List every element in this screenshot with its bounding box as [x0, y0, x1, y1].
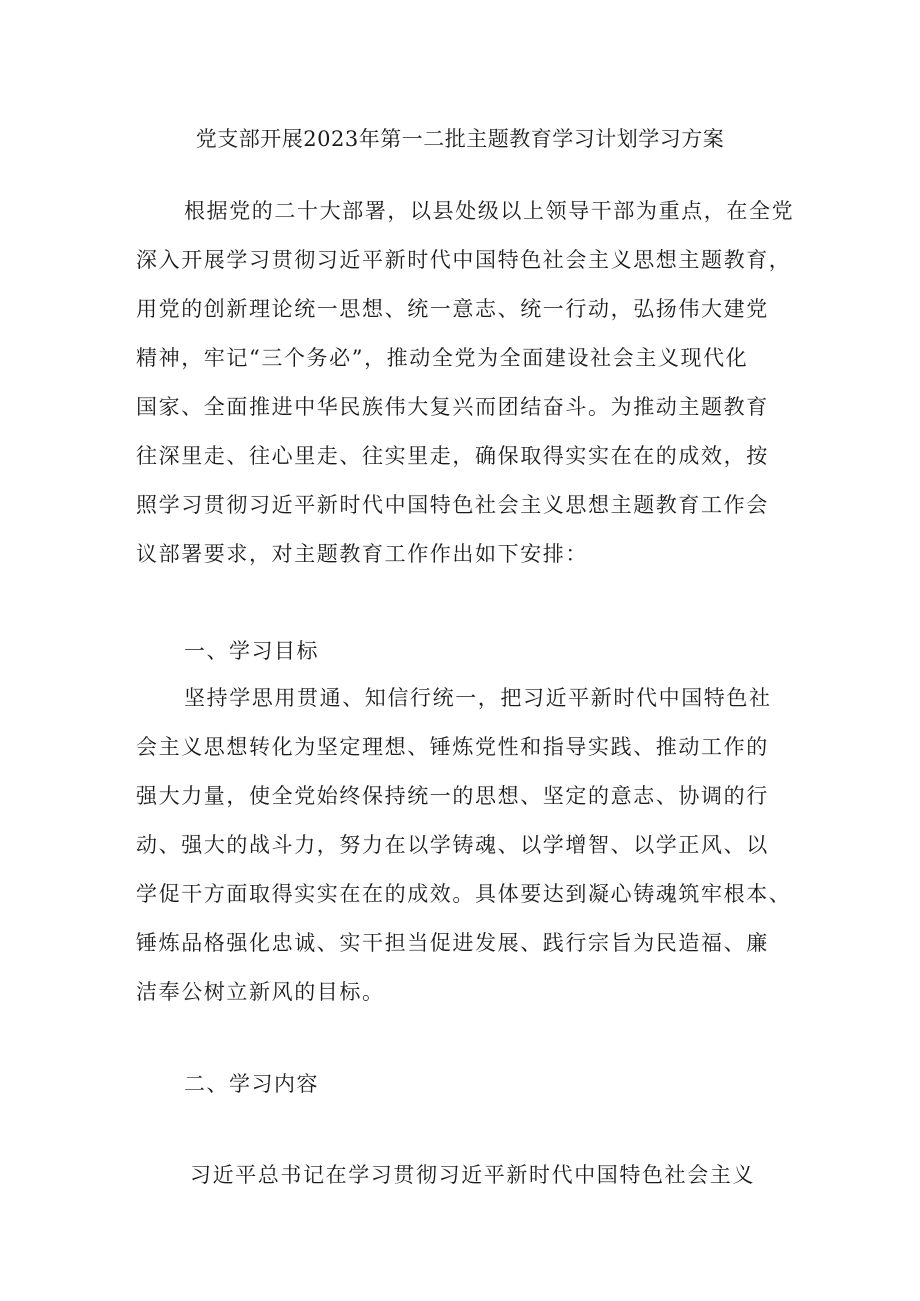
- paragraph-line: 议部署要求，对主题教育工作作出如下安排：: [136, 542, 588, 566]
- paragraph-line: 根据党的二十大部署，以县处级以上领导干部为重点，在全党: [184, 199, 795, 223]
- section-heading-goals: 一、学习目标: [184, 639, 319, 663]
- paragraph-line: 洁奉公树立新风的目标。: [136, 980, 385, 1004]
- paragraph-line: 动、强大的战斗力，努力在以学铸魂、以学增智、以学正风、以: [136, 833, 769, 857]
- paragraph-line: 用党的创新理论统一思想、统一意志、统一行动，弘扬伟大建党: [136, 297, 769, 321]
- section-heading-content: 二、学习内容: [184, 1072, 319, 1096]
- paragraph-line: 习近平总书记在学习贯彻习近平新时代中国特色社会主义: [190, 1163, 755, 1187]
- paragraph-line: 往深里走、往心里走、往实里走，确保取得实实在在的成效，按: [136, 444, 769, 468]
- paragraph-line: 学促干方面取得实实在在的成效。具体要达到凝心铸魂筑牢根本、: [136, 882, 792, 906]
- paragraph-line: 照学习贯彻习近平新时代中国特色社会主义思想主题教育工作会: [136, 493, 769, 517]
- paragraph-line: 国家、全面推进中华民族伟大复兴而团结奋斗。为推动主题教育: [136, 395, 769, 419]
- paragraph-line: 深入开展学习贯彻习近平新时代中国特色社会主义思想主题教育，: [136, 248, 792, 272]
- paragraph-line: 会主义思想转化为坚定理想、锤炼党性和指导实践、推动工作的: [136, 735, 769, 759]
- paragraph-line: 坚持学思用贯通、知信行统一，把习近平新时代中国特色社: [184, 686, 772, 710]
- paragraph-line: 锤炼品格强化忠诚、实干担当促进发展、践行宗旨为民造福、廉: [136, 931, 769, 955]
- paragraph-line: 强大力量，使全党始终保持统一的思想、坚定的意志、协调的行: [136, 784, 769, 808]
- paragraph-line: 精神，牢记“三个务必”，推动全党为全面建设社会主义现代化: [136, 346, 749, 370]
- document-title: 党支部开展2023年第一二批主题教育学习计划学习方案: [195, 127, 725, 151]
